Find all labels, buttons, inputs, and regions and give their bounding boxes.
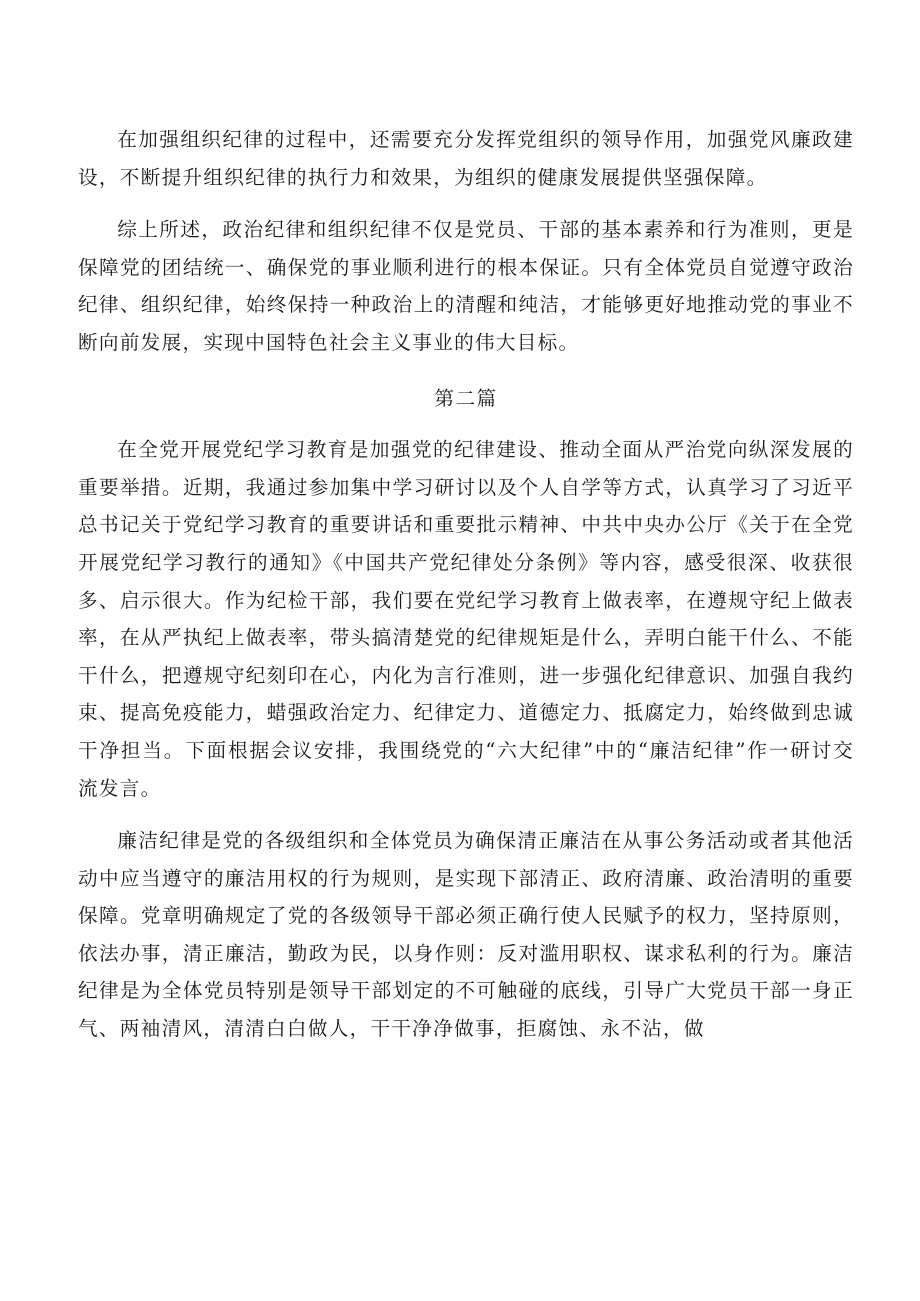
paragraph-summary: 综上所述，政治纪律和组织纪律不仅是党员、干部的基本素养和行为准则，更是保障党的团结统一、确保党的事业顺利进行的根本保证。只有全体党员自觉遵守政治纪律、组织纪律，始终保持一种政治上的清醒和纯洁，才能够更好地推动党的事业不断向前发展，实现中国特色社会主义事业的伟大目标。	[78, 218, 854, 354]
document-body	[78, 121, 854, 1048]
paragraph-party-discipline-education: 在全党开展党纪学习教育是加强党的纪律建设、推动全面从严治党向纵深发展的重要举措。近期，我通过参加集中学习研讨以及个人自学等方式，认真学习了习近平总书记关于党纪学习教育的重要讲话和重要批示精神、中共中央办公厅《关于在全党开展党纪学习教行的通知》《中国共产党纪律处分条例》等内容，感受很深、收获很多、启示很大。作为纪检干部，我们要在党纪学习教育上做表率，在遵规守纪上做表率，在从严执纪上做表率，带头搞清楚党的纪律规矩是什么，弄明白能干什么、不能干什么，把遵规守纪刻印在心，内化为言行准则，进一步强化纪律意识、加强自我约束、提高免疫能力，蜡强政治定力、纪律定力、道德定力、抵腐定力，始终做到忠诚干净担当。下面根据会议安排，我围绕党的“六大纪律”中的“廉洁纪律”作一研讨交流发言。	[78, 438, 854, 800]
paragraph-organizational-discipline: 在加强组织纪律的过程中，还需要充分发挥党组织的领导作用，加强党风廉政建设，不断提升组织纪律的执行力和效果，为组织的健康发展提供坚强保障。	[78, 128, 854, 189]
section-heading: 第二篇	[434, 386, 498, 410]
paragraph-integrity-discipline: 廉洁纪律是党的各级组织和全体党员为确保清正廉洁在从事公务活动或者其他活动中应当遵守的廉洁用权的行为规则，是实现下部清正、政府清廉、政治清明的重要保障。党章明确规定了党的各级领导干部必须正确行使人民赋予的权力，坚持原则，依法办事，清正廉洁，勤政为民，以身作则：反对滥用职权、谋求私利的行为。廉洁纪律是为全体党员特别是领导干部划定的不可触碰的底线，引导广大党员干部一身正气、两袖清风，清清白白做人，干干净净做事，拒腐蚀、永不沾，做	[78, 829, 854, 1041]
